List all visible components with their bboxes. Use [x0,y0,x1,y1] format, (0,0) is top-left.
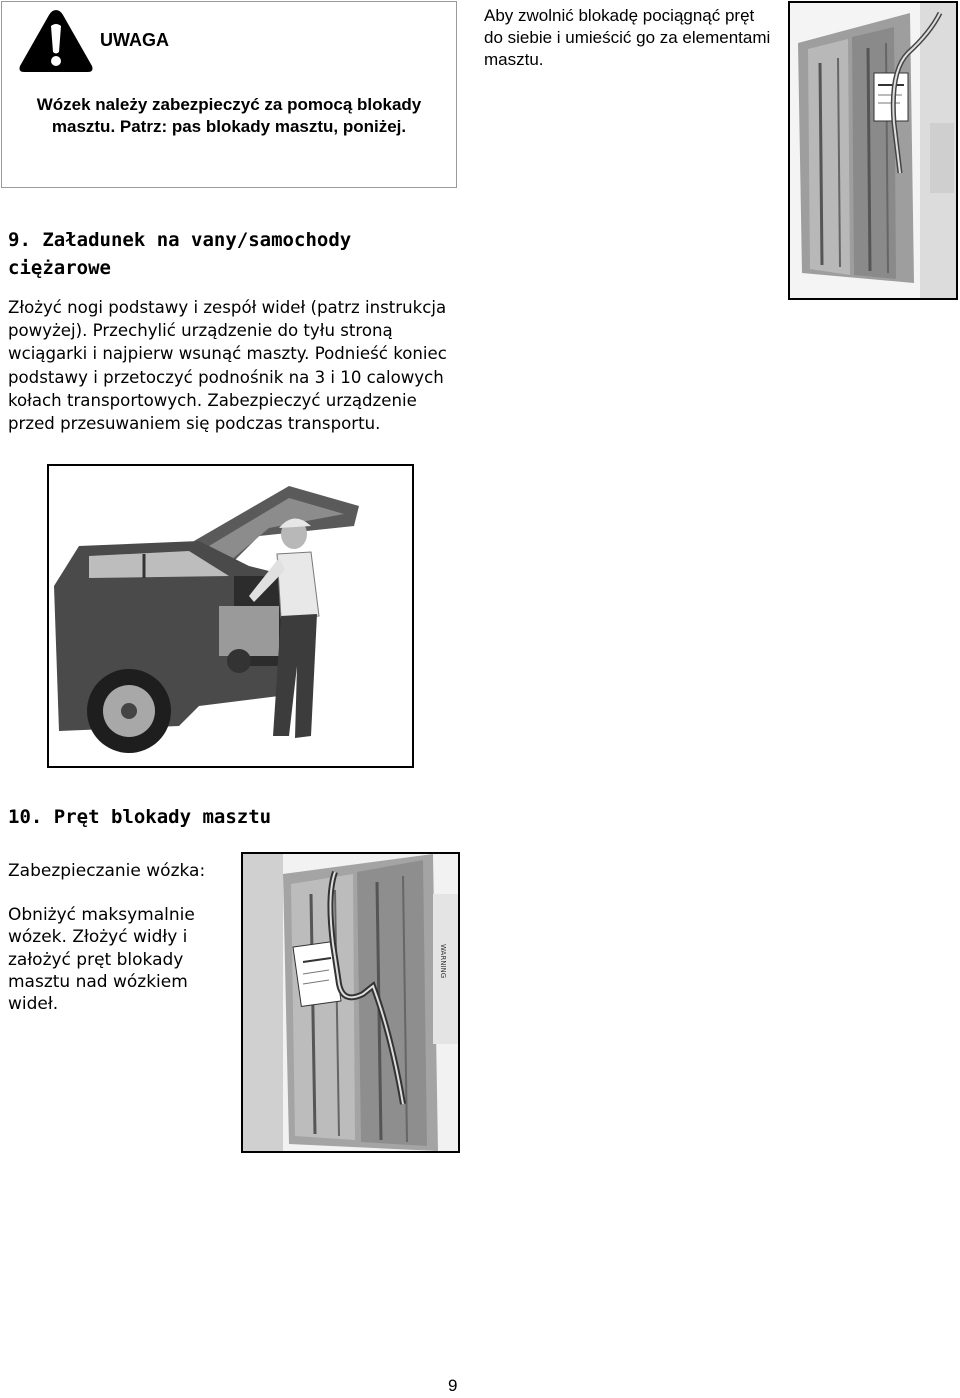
section-9-number: 9. [8,229,31,251]
page-number: 9 [448,1376,458,1395]
section-10-subtitle: Zabezpieczanie wózka: [8,861,206,881]
section-10-number: 10. [8,806,43,828]
mast-lock-bar-photo [241,852,460,1153]
section-10-body: Obniżyć maksymalnie wózek. Złożyć widły i założyć pręt blokady masztu nad wózkiem wideł. [8,905,195,1015]
section-9-heading [8,226,388,282]
warning-title: UWAGA [100,30,169,50]
section-9-title: Załadunek na vany/samochody ciężarowe [8,229,352,279]
warning-text: Wózek należy zabezpieczyć za pomocą blokady masztu. Patrz: pas blokady masztu, poniżej. [36,95,422,136]
release-note: Aby zwolnić blokadę pociągnąć pręt do siebie i umieścić go za elementami masztu. [484,6,771,69]
section-10-heading [8,806,308,828]
warning-label-text: WARNING [439,944,447,979]
section-10-title: Pręt blokady masztu [53,806,272,828]
mast-lock-release-photo [788,1,958,300]
section-9-body: Złożyć nogi podstawy i zespół wideł (patrz instrukcja powyżej). Przechylić urządzenie do tyłu stroną wciągarki i najpierw wsunąć maszty. Podnieść koniec podstawy i przetoczyć podnośnik na 3 i 10 calowych kołach transportowych. Zabezpieczyć urządzenie przed przesuwaniem się podczas transportu. [8,298,447,434]
warning-triangle-icon [16,6,96,76]
van-loading-photo [47,464,414,768]
